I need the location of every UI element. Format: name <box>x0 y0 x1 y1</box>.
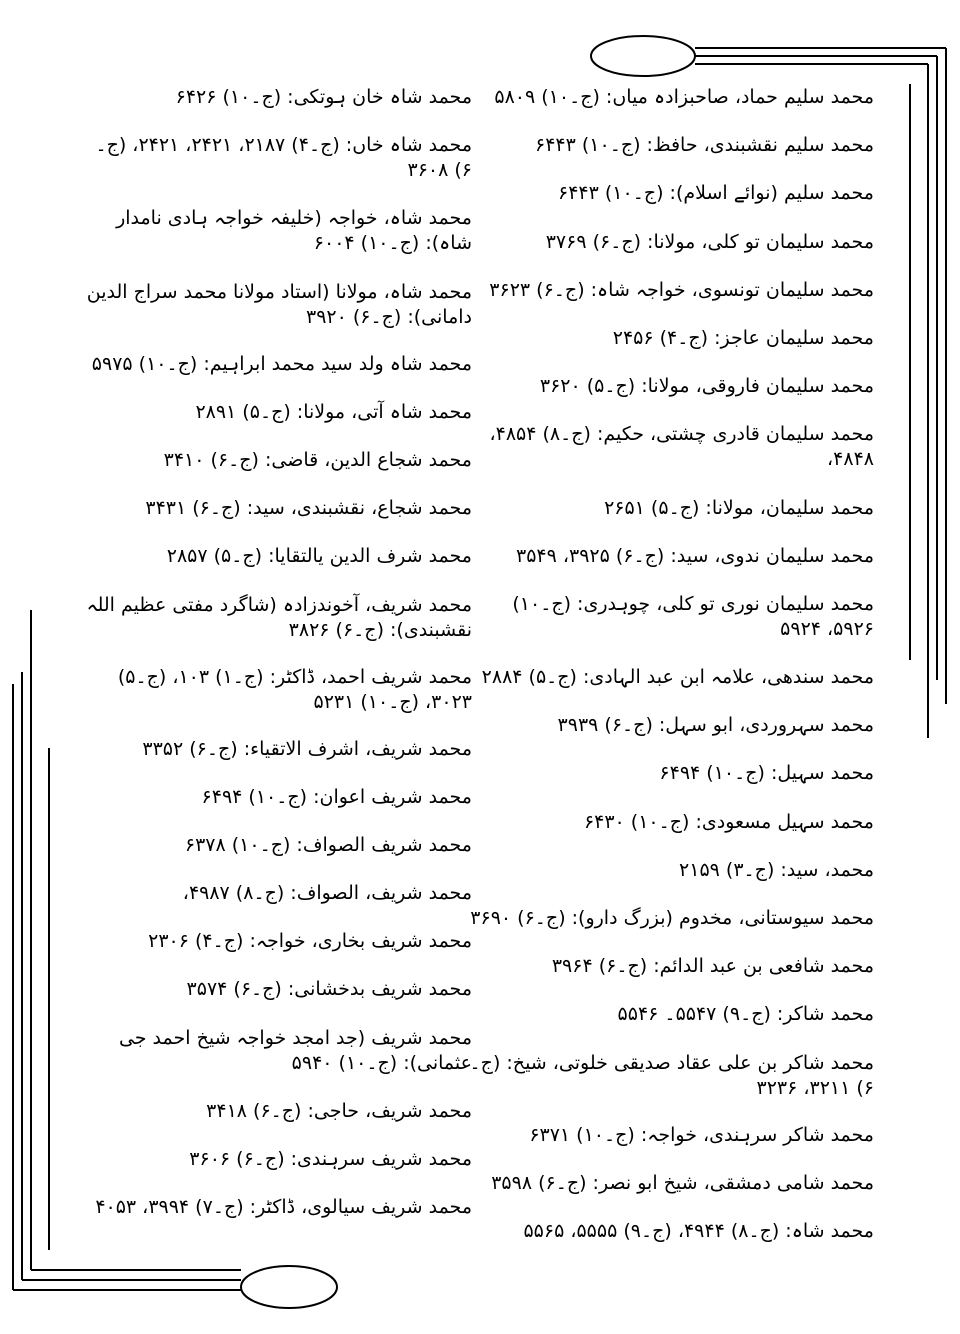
index-entry: محمد شریف بدخشانی: (ج۔۶) ۳۵۷۴ <box>186 978 472 1001</box>
index-entry: محمد سلیم حماد، صاحبزادہ میاں: (ج۔۱۰) ۵۸۰۹ <box>494 86 874 108</box>
index-entry: محمد، سید: (ج۔۳) ۲۱۵۹ <box>679 858 874 881</box>
index-entry: محمد سلیمان قادری چشتی، حکیم: (ج۔۸) ۴۸۵۴، ۴۸۴۸، <box>489 423 874 471</box>
index-entry: محمد شاکر: (ج۔۹) ۵۵۴۷۔ ۵۵۴۶ <box>617 1003 874 1026</box>
index-entry: محمد شاہ آتی، مولانا: (ج۔۵) ۲۸۹۱ <box>195 400 472 423</box>
index-entry: محمد سلیمان فاروقی، مولانا: (ج۔۵) ۳۶۲۰ <box>539 375 874 398</box>
index-entry: محمد شریف، الصواف: (ج۔۸) ۴۹۸۷، <box>182 882 472 905</box>
index-entry: محمد شریف، حاجی: (ج۔۶) ۳۴۱۸ <box>206 1099 472 1122</box>
index-entry: محمد سلیمان تونسوی، خواجہ شاہ: (ج۔۶) ۳۶۲۳ <box>489 278 874 301</box>
index-entry: محمد شاکر سرہندی، خواجہ: (ج۔۱۰) ۶۳۷۱ <box>529 1123 874 1146</box>
index-entry: محمد سلیمان تو کلی، مولانا: (ج۔۶) ۳۷۶۹ <box>545 230 874 253</box>
index-entry: محمد سلیمان عاجز: (ج۔۴) ۲۴۵۶ <box>612 326 874 349</box>
index-entry: محمد شریف، اشرف الاتقیاء: (ج۔۶) ۳۳۵۲ <box>142 737 472 760</box>
index-entry: محمد سلیم نقشبندی، حافظ: (ج۔۱۰) ۶۴۴۳ <box>534 134 874 157</box>
index-entry: محمد شافعی بن عبد الدائم: (ج۔۶) ۳۹۶۴ <box>551 955 874 978</box>
index-entry: محمد شریف اعوان: (ج۔۱۰) ۶۴۹۴ <box>201 785 472 808</box>
index-entry: محمد شریف احمد، ڈاکٹر: (ج۔۱) ۱۰۳، (ج۔۵) ۳۰۲۳، (ج۔۱۰) ۵۲۳۱ <box>117 665 472 713</box>
index-entry: محمد شاہ خاں: (ج۔۴) ۲۱۸۷، ۲۴۲۱، ۲۴۲۱، (ج۔۶) ۳۶۰۸ <box>95 134 472 182</box>
index-entry: محمد شجاع الدین، قاضی: (ج۔۶) ۳۴۱۰ <box>163 448 472 471</box>
index-entry: محمد شاہ ولد سید محمد ابراہیم: (ج۔۱۰) ۵۹۷۵ <box>91 352 472 375</box>
index-entry: محمد شاہ: (ج۔۸) ۴۹۴۴، (ج۔۹) ۵۵۵۵، ۵۵۶۵ <box>523 1219 874 1242</box>
index-entry: محمد شریف سرہندی: (ج۔۶) ۳۶۰۶ <box>189 1148 472 1170</box>
top-ornament-oval <box>591 36 695 76</box>
index-entry: محمد شریف بخاری، خواجہ: (ج۔۴) ۲۳۰۶ <box>148 930 472 953</box>
index-entry: محمد سلیمان نوری تو کلی، چوہدری: (ج۔۱۰) ۵۹۲۶، ۵۹۲۴ <box>512 592 874 640</box>
index-entry: محمد شاہ، خواجہ (خلیفہ خواجہ ہادی نامدار شاہ): (ج۔۱۰) ۶۰۰۴ <box>116 207 472 255</box>
index-entry: محمد شاکر بن علی عقاد صدیقی خلوتی، شیخ: (ج۔۶) ۳۲۱۱، ۳۲۳۶ <box>469 1051 874 1099</box>
index-entry: محمد سیوستانی، مخدوم (بزرگ دارو): (ج۔۶) ۳۶۹۰ <box>470 907 874 929</box>
index-entry: محمد سلیم (نوائے اسلام): (ج۔۱۰) ۶۴۴۳ <box>558 182 874 205</box>
index-column-left <box>84 85 472 1243</box>
index-entry: محمد سہروردی، ابو سہل: (ج۔۶) ۳۹۳۹ <box>557 714 874 737</box>
index-entry: محمد شاہ خان ہوتکی: (ج۔۱۰) ۶۴۲۶ <box>175 86 472 108</box>
index-entry: محمد شریف الصواف: (ج۔۱۰) ۶۳۷۸ <box>184 833 472 856</box>
bottom-ornament-oval <box>241 1266 337 1308</box>
index-entry: محمد سہیل مسعودی: (ج۔۱۰) ۶۴۳۰ <box>583 810 874 833</box>
index-entry: محمد شریف (جد امجد خواجہ شیخ احمد جی عثمانی): (ج۔۱۰) ۵۹۴۰ <box>118 1026 472 1074</box>
index-entry: محمد سلیمان، مولانا: (ج۔۵) ۲۶۵۱ <box>604 496 874 519</box>
index-column-right <box>464 85 874 1267</box>
index-entry: محمد شریف، آخوندزادہ (شاگرد مفتی عظیم اللہ نقشبندی): (ج۔۶) ۳۸۲۶ <box>86 593 472 641</box>
index-entry: محمد سہیل: (ج۔۱۰) ۶۴۹۴ <box>659 762 874 785</box>
index-entry: محمد شرف الدین یالتقایا: (ج۔۵) ۲۸۵۷ <box>166 545 472 568</box>
index-entry: محمد شریف سیالوی، ڈاکٹر: (ج۔۷) ۳۹۹۴، ۴۰۵۳ <box>95 1196 472 1219</box>
index-entry: محمد شجاع، نقشبندی، سید: (ج۔۶) ۳۴۳۱ <box>145 497 472 520</box>
index-entry: محمد شاہ، مولانا (استاد مولانا محمد سراج الدین دامانی): (ج۔۶) ۳۹۲۰ <box>86 280 472 328</box>
index-entry: محمد سندھی، علامہ ابن عبد الہادی: (ج۔۵) ۲۸۸۴ <box>481 666 874 689</box>
index-entry: محمد سلیمان ندوی، سید: (ج۔۶) ۳۹۲۵، ۳۵۴۹ <box>515 544 874 567</box>
index-entry: محمد شامی دمشقی، شیخ ابو نصر: (ج۔۶) ۳۵۹۸ <box>491 1171 874 1194</box>
